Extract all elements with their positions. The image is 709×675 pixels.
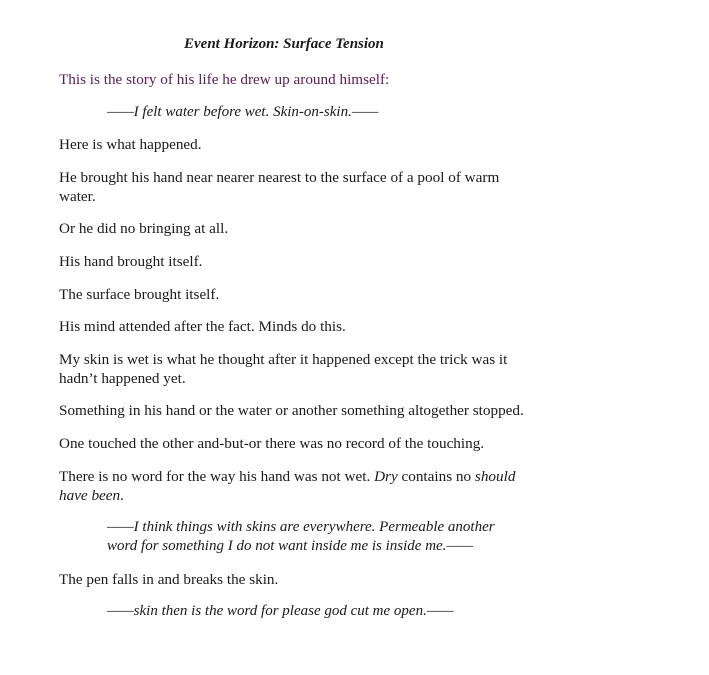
paragraph: His hand brought itself. <box>59 252 203 270</box>
emphasis-should-have-been: should have been <box>59 467 516 504</box>
paragraph: His mind attended after the fact. Minds do this. <box>59 318 346 336</box>
text-run: contains no <box>397 467 475 485</box>
paragraph-intro: This is the story of his life he drew up around himself: <box>59 71 390 88</box>
paragraph: Or he did no bringing at all. <box>59 220 229 238</box>
paragraph: The pen falls in and breaks the skin. <box>59 570 279 588</box>
paragraph: The surface brought itself. <box>59 285 220 303</box>
text-run: . <box>120 486 124 504</box>
document-page <box>59 34 529 635</box>
emphasis-dry: Dry <box>374 467 398 485</box>
paragraph: Something in his hand or the water or another something altogether stopped. <box>59 402 524 420</box>
paragraph-dry <box>59 467 529 505</box>
text-run: There is no word for the way his hand was not wet. <box>59 467 375 485</box>
paragraph: He brought his hand near nearer nearest to the surface of a pool of warm water. <box>59 168 500 205</box>
paragraph: My skin is wet is what he thought after it happened except the trick was it hadn’t happened yet. <box>59 350 508 387</box>
document-title: Event Horizon: Surface Tension <box>184 36 384 52</box>
quote-3: ——skin then is the word for please god cut me open.—— <box>107 603 454 620</box>
paragraph: Here is what happened. <box>59 136 202 154</box>
quote-1: ——I felt water before wet. Skin-on-skin.—— <box>107 103 379 120</box>
quote-2: ——I think things with skins are everywhere. Permeable another word for something I do not want inside me is inside me.—— <box>107 519 495 555</box>
paragraph: One touched the other and-but-or there was no record of the touching. <box>59 434 485 452</box>
